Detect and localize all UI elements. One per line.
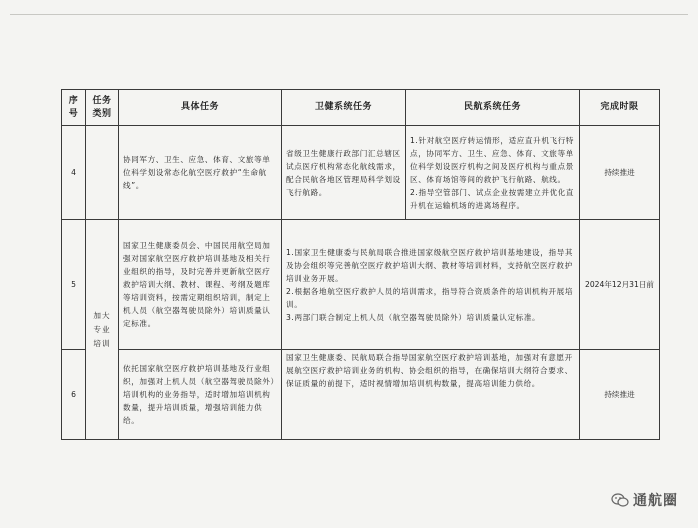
row-deadline: 持续推进 xyxy=(580,350,660,440)
table-row xyxy=(62,220,660,350)
combined-item: 1.国家卫生健康委与民航局联合推进国家级航空医疗救护培训基地建设，指导其及协会组织等完善航空医疗救护培训大纲、教材等培训材料，支持航空医疗救护培训业务开展。 xyxy=(286,247,574,283)
top-divider xyxy=(10,14,688,15)
row-specific-task: 国家卫生健康委员会、中国民用航空局加强对国家航空医疗救护培训基地及相关行业组织的指导，及时完善并更新航空医疗救护培训大纲、教材、课程、考纲及题库等培训资料，按需定期组织培训，制定上机人员（航空器驾驶员除外）培训质量认定标准。 xyxy=(119,220,282,350)
combined-item: 3.两部门联合制定上机人员（航空器驾驶员除外）培训质量认定标准。 xyxy=(286,312,541,322)
task-table xyxy=(61,89,660,440)
row-seq: 5 xyxy=(62,220,86,350)
aviation-item: 2.指导空管部门、试点企业按需建立并优化直升机在运输机场的进离场程序。 xyxy=(410,187,575,210)
table-row xyxy=(62,350,660,440)
row-deadline: 2024年12月31日前 xyxy=(580,220,660,350)
combined-item: 2.根据各地航空医疗救护人员的培训需求，指导符合资质条件的培训机构开展培训。 xyxy=(286,286,574,309)
row-aviation-task xyxy=(406,126,580,220)
watermark-text: 通航圈 xyxy=(633,493,678,509)
header-seq: 序号 xyxy=(62,90,86,126)
row-seq: 4 xyxy=(62,126,86,220)
row-category: 加大专业培训 xyxy=(86,220,119,440)
row-deadline: 持续推进 xyxy=(580,126,660,220)
wechat-icon xyxy=(611,493,629,507)
header-category: 任务类别 xyxy=(86,90,119,126)
table-header-row xyxy=(62,90,660,126)
header-aviation-task: 民航系统任务 xyxy=(406,90,580,126)
row-combined-task xyxy=(282,350,580,440)
row-combined-task xyxy=(282,220,580,350)
header-specific-task: 具体任务 xyxy=(119,90,282,126)
row-seq: 6 xyxy=(62,350,86,440)
aviation-item: 1.针对航空医疗转运情形，适应直升机飞行特点，协同军方、卫生、应急、体育、文旅等单位科学划设医疗机构之间及医疗机构与重点景区、体育场馆等间的救护飞行航路、航线。 xyxy=(410,135,575,184)
combined-item: 国家卫生健康委、民航局联合指导国家航空医疗救护培训基地，加强对有意愿开展航空医疗救护培训业务的机构、协会组织的指导，在确保培训大纲符合要求、保证质量的前提下，适时视情增加培训机构数量，提高培训能力供给。 xyxy=(286,353,573,388)
header-health-task: 卫健系统任务 xyxy=(282,90,406,126)
header-deadline: 完成时限 xyxy=(580,90,660,126)
row-specific-task: 依托国家航空医疗救护培训基地及行业组织，加强对上机人员（航空器驾驶员除外）培训机构的业务指导，适时增加培训机构数量，提升培训质量，增强培训能力供给。 xyxy=(119,350,282,440)
row-category xyxy=(86,126,119,220)
table-row xyxy=(62,126,660,220)
row-specific-task: 协同军方、卫生、应急、体育、文旅等单位科学划设常态化航空医疗救护“生命航线”。 xyxy=(119,126,282,220)
row-health-task: 省级卫生健康行政部门汇总辖区试点医疗机构常态化航线需求，配合民航各地区管理局科学划设飞行航路。 xyxy=(282,126,406,220)
watermark xyxy=(611,490,678,510)
